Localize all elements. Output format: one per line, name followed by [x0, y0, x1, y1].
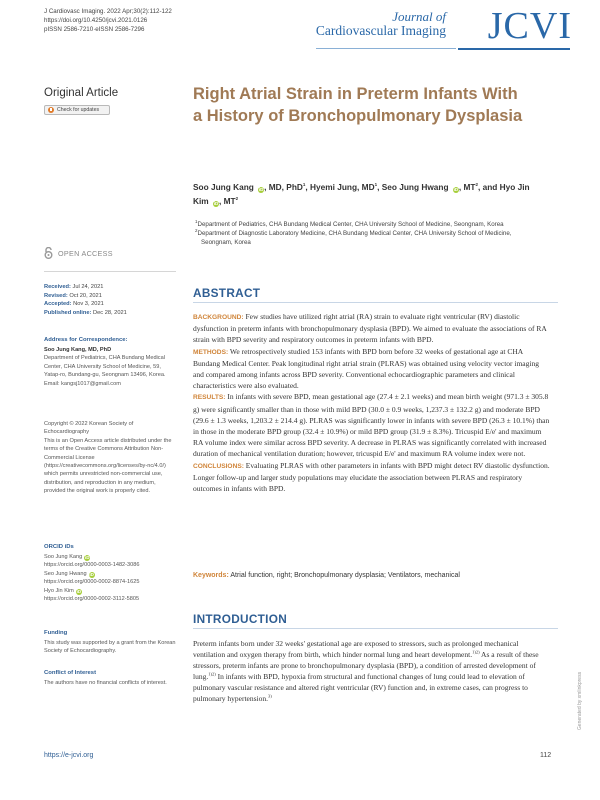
check-updates-label: Check for updates: [57, 107, 100, 113]
logo-rule-thin: [316, 48, 456, 49]
introduction-rule: [193, 628, 558, 629]
orcid-icon[interactable]: iD: [258, 187, 264, 192]
author: Hyo Jin Kim iD, $MT^2$: [193, 182, 530, 206]
copyright-line: Copyright © 2022 Korean Society of Echocardiography: [44, 421, 134, 436]
orcid-icon[interactable]: iD: [89, 571, 94, 577]
copyright-block: [44, 420, 176, 496]
orcid-name: Soo Jung Kang iD: [44, 554, 90, 560]
published-date: Published online: Dec 28, 2021: [44, 309, 127, 316]
article-type: Original Article: [44, 87, 119, 99]
open-access-label: OPEN ACCESS: [58, 248, 113, 258]
abstract-results: RESULTS: In infants with severe BPD, mean gestational age (27.4 ± 2.1 weeks) and mean birth weight (971.3 ± 305.8 g) were significantly smaller than in those with mild BPD (30.0 ± 0.9 weeks, 1,237.3 ± 132.2 g) and moderate BPD (29.6 ± 1.3 weeks, 1,203.2 ± 214.4 g). PLRAS was significantly lower in infants with severe BPD (26.3 ± 10.1%) than in those in the moderate BPD group (32.4 ± 10.9%) or mild BPD group (31.9 ± 8.3%). Tricuspid E/e' and maximum RA volume index were similar across BPD severity. A decrease in PLRAS was significantly correlated with increased duration of mechanical ventilation duration; however, tricuspid E/e' and maximum RA volume index were not.: [193, 392, 550, 459]
journal-abbrev: JCVI: [487, 5, 572, 47]
keywords: [193, 572, 551, 579]
correspondence-email[interactable]: Email: kangsj1017@gmail.com: [44, 380, 121, 387]
sidebar-divider: [44, 271, 176, 272]
open-access-badge: [44, 247, 113, 259]
abstract-background: BACKGROUND: Few studies have utilized right atrial (RA) strain to evaluate right ventricular (RV) diastolic dysfunction in preterm infants with bronchopulmonary dysplasia (BPD). We aimed to evaluate the associations of RA strain with BPD severity and respiratory outcomes in preterm infants with BPD.: [193, 312, 547, 345]
affiliation: $^1$Department of Pediatrics, CHA Bundang Medical Center, CHA University School of Medicine, Seongnam, Korea: [195, 218, 504, 228]
affiliations: [193, 218, 538, 247]
doi-link[interactable]: https://doi.org/10.4250/jcvi.2021.0126: [44, 17, 148, 25]
conflict-text: The authors have no financial conflicts of interest.: [44, 680, 167, 686]
author-list: Soo Jung Kang iD, MD, PhD$^1$, Hyemi Jung, $MD^1$, Seo Jung Hwang iD, $MT^2$, and Hyo Jin Kim iD, $MT^2$: [193, 182, 530, 206]
citation-line: J Cardiovasc Imaging. 2022 Apr;30(2):112-122: [44, 8, 172, 15]
journal-url-link[interactable]: https://e-jcvi.org: [44, 752, 94, 759]
article-dates: [44, 283, 127, 317]
author: Seo Jung Hwang iD, $MT^2$: [381, 182, 478, 192]
citation-block: [44, 7, 172, 35]
orcid-name: Seo Jung Hwang iD: [44, 570, 94, 577]
introduction-paragraph: Preterm infants born under 32 weeks' gestational age are exposed to stressors, such as prolonged mechanical ventilation and oxygen therapy from birth, which hinder normal lung and heart development.$^{1)2)}$ As a result of these stressors, preterm infants are prone to bronchopulmonary dysplasia (BPD), a condition of arrested development of lung.$^{1)2)}$ In infants with BPD, hypoxia from structural and functional changes of lung could lead to elevation of pulmonary vascular resistance and altered right ventricular (RV) function and, in extreme cases, can progress to pulmonary hypertension.$^{3)}$: [193, 639, 539, 704]
accepted-date: Accepted: Nov 3, 2021: [44, 301, 104, 308]
check-for-updates-button[interactable]: [44, 105, 110, 115]
orcid-link[interactable]: https://orcid.org/0000-0003-1482-3086: [44, 562, 140, 569]
open-lock-icon: [44, 247, 53, 259]
correspondence-address: Department of Pediatrics, CHA Bundang Medical Center, CHA University School of Medicine, 59, Yatap-ro, Bundang-gu, Seongnam 13496, Korea.: [44, 355, 166, 379]
crossmark-icon: [48, 107, 54, 113]
abstract-body: [193, 311, 551, 498]
affiliation: $^2$Department of Diagnostic Laboratory Medicine, CHA Bundang Medical Center, CHA University School of Medicine, Seongnam, Korea: [195, 227, 512, 246]
orcid-link[interactable]: https://orcid.org/0000-0002-8874-1625: [44, 579, 140, 586]
author: Hyemi Jung, $MD^1$: [310, 182, 378, 192]
license-text: This is an Open Access article distributed under the terms of the Creative Commons Attribution Non-Commercial License (https://creativecommons.org/licenses/by-nc/4.0/) which permits unrestricted non-commercial use, distribution, and reproduction in any medium, provided the original work is properly cited.: [44, 437, 172, 495]
journal-name-line1: Journal of: [392, 9, 446, 24]
journal-logo: [314, 5, 574, 54]
keywords-label: Keywords:: [193, 572, 229, 579]
journal-name-line2: Cardiovascular Imaging: [315, 23, 446, 38]
issn-line: pISSN 2586-7210·eISSN 2586-7296: [44, 26, 145, 34]
orcid-icon[interactable]: iD: [76, 588, 82, 594]
received-date: Received: Jul 24, 2021: [44, 284, 104, 290]
abstract-methods: METHODS: We retrospectively studied 153 infants with BPD born before 32 weeks of gestational age at CHA Bundang Medical Center. Peak longitudinal right atrial strain (PLRAS) was obtained using velocity vector imaging and compared among infants across BPD severity. Conventional echocardiographic parameters and clinical characteristics were also evaluated.: [193, 346, 539, 391]
funding-heading: Funding: [44, 630, 68, 636]
author: Soo Jung Kang iD, MD, PhD$^1$: [193, 182, 306, 192]
correspondence-heading: Address for Correspondence:: [44, 337, 128, 343]
funding-text: This study was supported by a grant from the Korean Society of Echocardiography.: [44, 640, 176, 655]
abstract-heading: ABSTRACT: [193, 286, 261, 300]
conflict-heading: Conflict of Interest: [44, 670, 97, 676]
page-number: 112: [540, 752, 552, 759]
orcid-icon[interactable]: iD: [453, 187, 459, 192]
logo-rule: [458, 48, 570, 50]
orcid-list: [44, 553, 176, 603]
keywords-text: Atrial function, right; Bronchopulmonary dysplasia; Ventilators, mechanical: [228, 572, 460, 579]
abstract-rule: [193, 302, 558, 303]
generator-credit: Generated by xmlinkpress: [577, 671, 583, 730]
correspondence-block: [44, 346, 176, 388]
orcid-heading: ORCID iDs: [44, 544, 74, 550]
introduction-body: [193, 638, 551, 705]
orcid-name: Hyo Jin Kim iD: [44, 587, 82, 594]
orcid-link[interactable]: https://orcid.org/0000-0002-3112-5805: [44, 596, 140, 603]
introduction-heading: INTRODUCTION: [193, 612, 288, 626]
journal-name: [316, 10, 446, 38]
abstract-conclusions: CONCLUSIONS: Evaluating PLRAS with other parameters in infants with BPD might detect RV diastolic dysfunction. Longer follow-up and larger study populations may elucidate the association between PLRAS and respiratory outcomes in infants with BPD.: [193, 460, 550, 494]
correspondence-name: Soo Jung Kang, MD, PhD: [44, 347, 112, 353]
orcid-icon[interactable]: iD: [85, 555, 90, 560]
article-title: Right Atrial Strain in Preterm Infants With a History of Bronchopulmonary Dysplasia: [193, 85, 523, 125]
orcid-icon[interactable]: iD: [213, 200, 219, 206]
revised-date: Revised: Oct 20, 2021: [44, 292, 102, 299]
